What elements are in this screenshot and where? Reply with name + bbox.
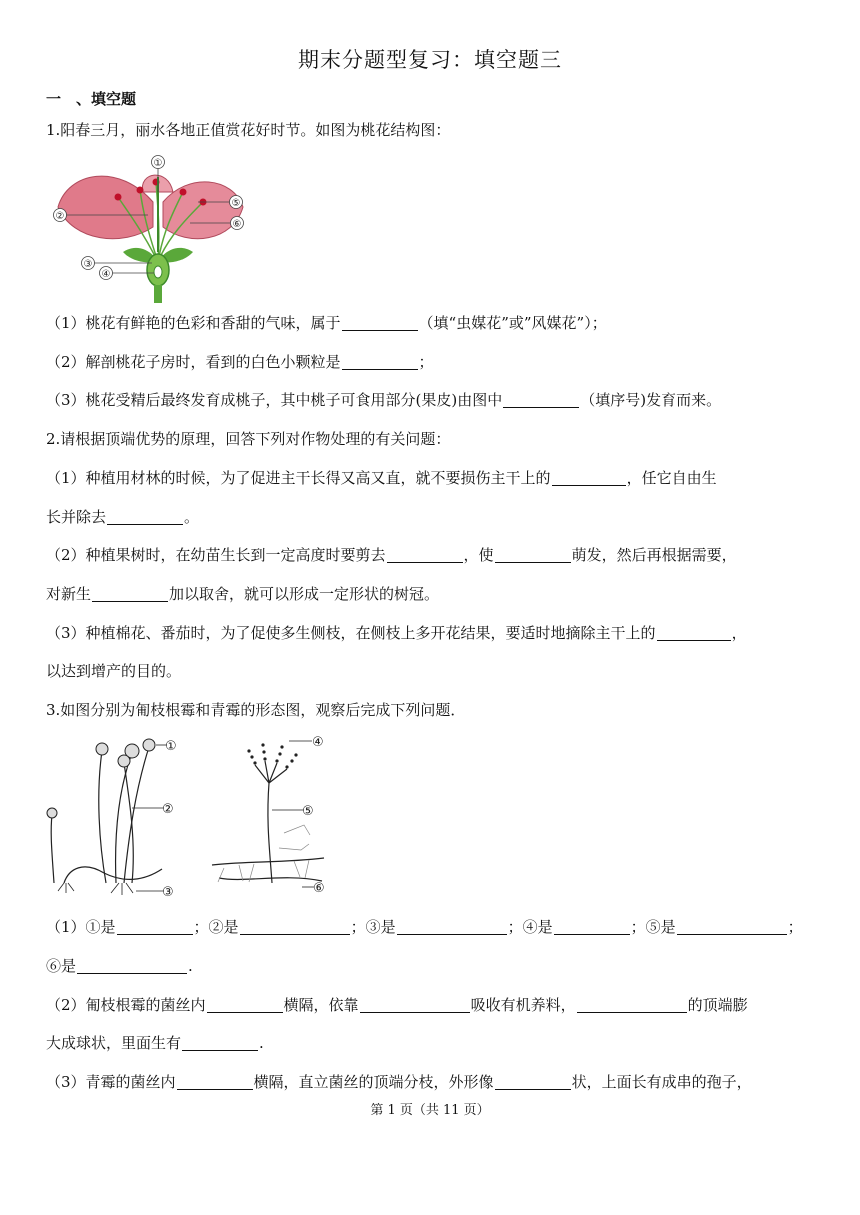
answer-blank[interactable] — [342, 314, 418, 331]
answer-blank[interactable] — [207, 996, 283, 1013]
q2-part1-line1: （1）种植用材林的时候，为了促进主干长得又高又直，就不要损伤主干上的 ，任它自由生 — [46, 469, 717, 487]
q3-part1-line2: ⑥是 . — [46, 957, 193, 975]
flower-label-3: ③ — [83, 259, 93, 270]
q3-stem: 3.如图分别为匍枝根霉和青霉的形态图，观察后完成下列问题． — [46, 701, 466, 719]
answer-blank[interactable] — [554, 918, 630, 935]
q3-part2-line1: （2）匍枝根霉的菌丝内 横隔，依靠 吸收有机养料， 的顶端膨 — [46, 996, 748, 1014]
q3-part1-line1: （1）①是 ；②是 ；③是 ；④是 ；⑤是 ； — [46, 918, 803, 936]
answer-blank[interactable] — [552, 469, 626, 486]
q1-part3: （3）桃花受精后最终发育成桃子，其中桃子可食用部分(果皮)由图中 （填序号)发育而来。 — [46, 391, 722, 409]
q1-part1: （1）桃花有鲜艳的色彩和香甜的气味，属于 （填“虫媒花”或”风媒花”）； — [46, 314, 607, 332]
q2-part1-line2: 长并除去 。 — [46, 508, 200, 526]
mold-label-2: ② — [162, 802, 174, 817]
mold-diagrams — [44, 733, 334, 903]
flower-label-4: ④ — [101, 269, 111, 280]
mold-label-3: ③ — [162, 885, 174, 900]
flower-label-1: ① — [153, 158, 163, 169]
answer-blank[interactable] — [387, 546, 463, 563]
q2-part3-line2: 以达到增产的目的。 — [46, 662, 182, 680]
peach-flower-diagram — [48, 152, 253, 304]
q1-part2: （2）解剖桃花子房时，看到的白色小颗粒是 ； — [46, 353, 434, 371]
q2-part2-line1: （2）种植果树时，在幼苗生长到一定高度时要剪去 ，使 萌发，然后再根据需要， — [46, 546, 737, 564]
page-title: 期末分题型复习：填空题三 — [298, 48, 562, 72]
q2-part3-line1: （3）种植棉花、番茄时，为了促使多生侧枝，在侧枝上多开花结果，要适时地摘除主干上的 ， — [46, 624, 747, 642]
flower-label-5: ⑤ — [231, 198, 241, 209]
answer-blank[interactable] — [92, 585, 168, 602]
answer-blank[interactable] — [240, 918, 350, 935]
flower-label-2: ② — [55, 211, 65, 222]
answer-blank[interactable] — [177, 1073, 253, 1090]
flower-label-6: ⑥ — [232, 219, 242, 230]
answer-blank[interactable] — [360, 996, 470, 1013]
answer-blank[interactable] — [495, 546, 571, 563]
answer-blank[interactable] — [677, 918, 787, 935]
answer-blank[interactable] — [107, 508, 183, 525]
answer-blank[interactable] — [117, 918, 193, 935]
answer-blank[interactable] — [577, 996, 687, 1013]
mold-label-5: ⑤ — [302, 804, 314, 819]
answer-blank[interactable] — [657, 624, 731, 641]
q1-stem: 1.阳春三月，丽水各地正值赏花好时节。如图为桃花结构图： — [46, 121, 451, 139]
q2-part2-line2: 对新生 加以取舍，就可以形成一定形状的树冠。 — [46, 585, 440, 603]
q3-part2-line2: 大成球状，里面生有 . — [46, 1034, 264, 1052]
answer-blank[interactable] — [182, 1034, 258, 1051]
section-heading: 一 、填空题 — [46, 90, 137, 108]
mold-label-6: ⑥ — [313, 881, 325, 896]
mold-label-1: ① — [165, 739, 177, 754]
page-footer: 第 1 页（共 11 页） — [370, 1103, 490, 1118]
answer-blank[interactable] — [503, 391, 579, 408]
answer-blank[interactable] — [77, 957, 187, 974]
answer-blank[interactable] — [342, 353, 418, 370]
q3-part3-line1: （3）青霉的菌丝内 横隔，直立菌丝的顶端分枝，外形像 状，上面长有成串的孢子， — [46, 1073, 752, 1091]
mold-label-4: ④ — [312, 735, 324, 750]
answer-blank[interactable] — [397, 918, 507, 935]
q2-stem: 2.请根据顶端优势的原理，回答下列对作物处理的有关问题： — [46, 430, 451, 448]
answer-blank[interactable] — [495, 1073, 571, 1090]
